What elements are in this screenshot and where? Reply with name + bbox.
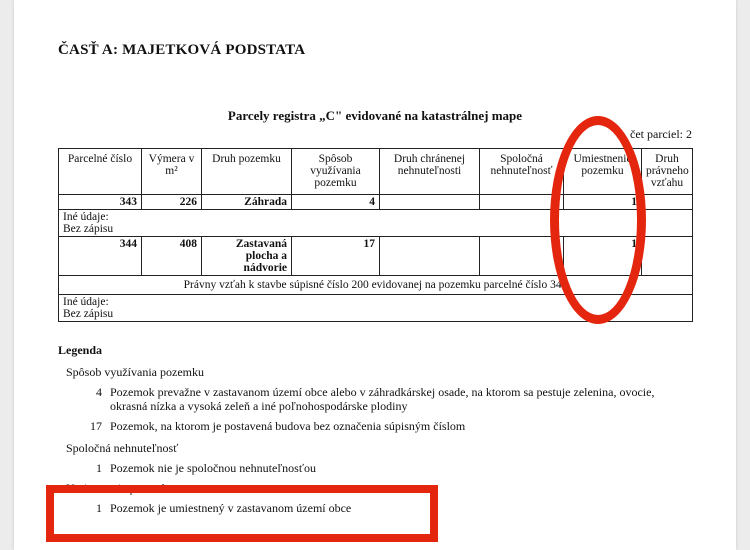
parcel-number: 344 [59, 237, 142, 276]
legend-text: Pozemok, na ktorom je postavená budova bez označenia súpisným číslom [110, 419, 466, 433]
parcel-number: 343 [59, 195, 142, 210]
legend-item [88, 385, 670, 413]
column-header: Výmera v m² [142, 149, 202, 195]
legend-code: 1 [96, 461, 102, 475]
legal-relation-note: Právny vzťah k stavbe súpisné číslo 200 evidovanej na pozemku parcelné číslo 344 [59, 276, 693, 295]
legend-item [88, 461, 670, 475]
column-header: Umiestnenie pozemku [564, 149, 642, 195]
parcel-location: 1 [564, 195, 642, 210]
legend-title: Legenda [58, 343, 103, 357]
parcel-legal [642, 237, 693, 276]
parcel-protected [380, 195, 480, 210]
column-header: Druh pozemku [202, 149, 292, 195]
other-data-value: Bez zápisu [63, 308, 114, 320]
parcel-area: 408 [142, 237, 202, 276]
parcel-usage: 4 [292, 195, 380, 210]
parcel-count: čet parciel: 2 [630, 127, 692, 141]
table-title: Parcely registra „C" evidované na katastrálnej mape [227, 108, 523, 123]
red-rectangle-annotation [46, 485, 438, 542]
red-ellipse-annotation [550, 116, 646, 324]
parcel-type: Zastavaná plocha a nádvorie [202, 237, 292, 276]
column-header: Parcelné číslo [59, 149, 142, 195]
parcel-legal [642, 195, 693, 210]
legend-section-title: Umiestnenie pozemku [66, 481, 174, 495]
parcel-location: 1 [564, 237, 642, 276]
column-header: Spôsob využívania pozemku [292, 149, 380, 195]
legend-item [88, 419, 670, 433]
other-data-value: Bez zápisu [63, 223, 114, 235]
legend-text: Pozemok prevažne v zastavanom území obce alebo v záhradkárskej osade, na ktorom sa pestuje zelenina, ovocie, okrasná nízka a vysoká zeleň a iné poľnohospodárske plodiny [110, 385, 655, 413]
legend-code: 1 [96, 501, 102, 515]
legend-text: Pozemok nie je spoločnou nehnuteľnosťou [110, 461, 316, 475]
legend-section-title: Spoločná nehnuteľnosť [66, 441, 179, 455]
section-heading: ČASŤ A: MAJETKOVÁ PODSTATA [58, 42, 306, 58]
parcel-protected [380, 237, 480, 276]
legend-section-title: Spôsob využívania pozemku [66, 365, 204, 379]
column-header: Druh právneho vzťahu [642, 149, 693, 195]
other-data-label: Iné údaje: [63, 296, 109, 308]
legend-code: 4 [96, 385, 102, 399]
column-header: Spoločná nehnuteľnosť [480, 149, 564, 195]
parcel-type: Záhrada [202, 195, 292, 210]
other-data-label: Iné údaje: [63, 211, 109, 223]
parcel-usage: 17 [292, 237, 380, 276]
legend-text: Pozemok je umiestnený v zastavanom území obce [110, 501, 352, 515]
parcel-area: 226 [142, 195, 202, 210]
legend-code: 17 [90, 419, 102, 433]
column-header: Druh chránenej nehnuteľnosti [380, 149, 480, 195]
